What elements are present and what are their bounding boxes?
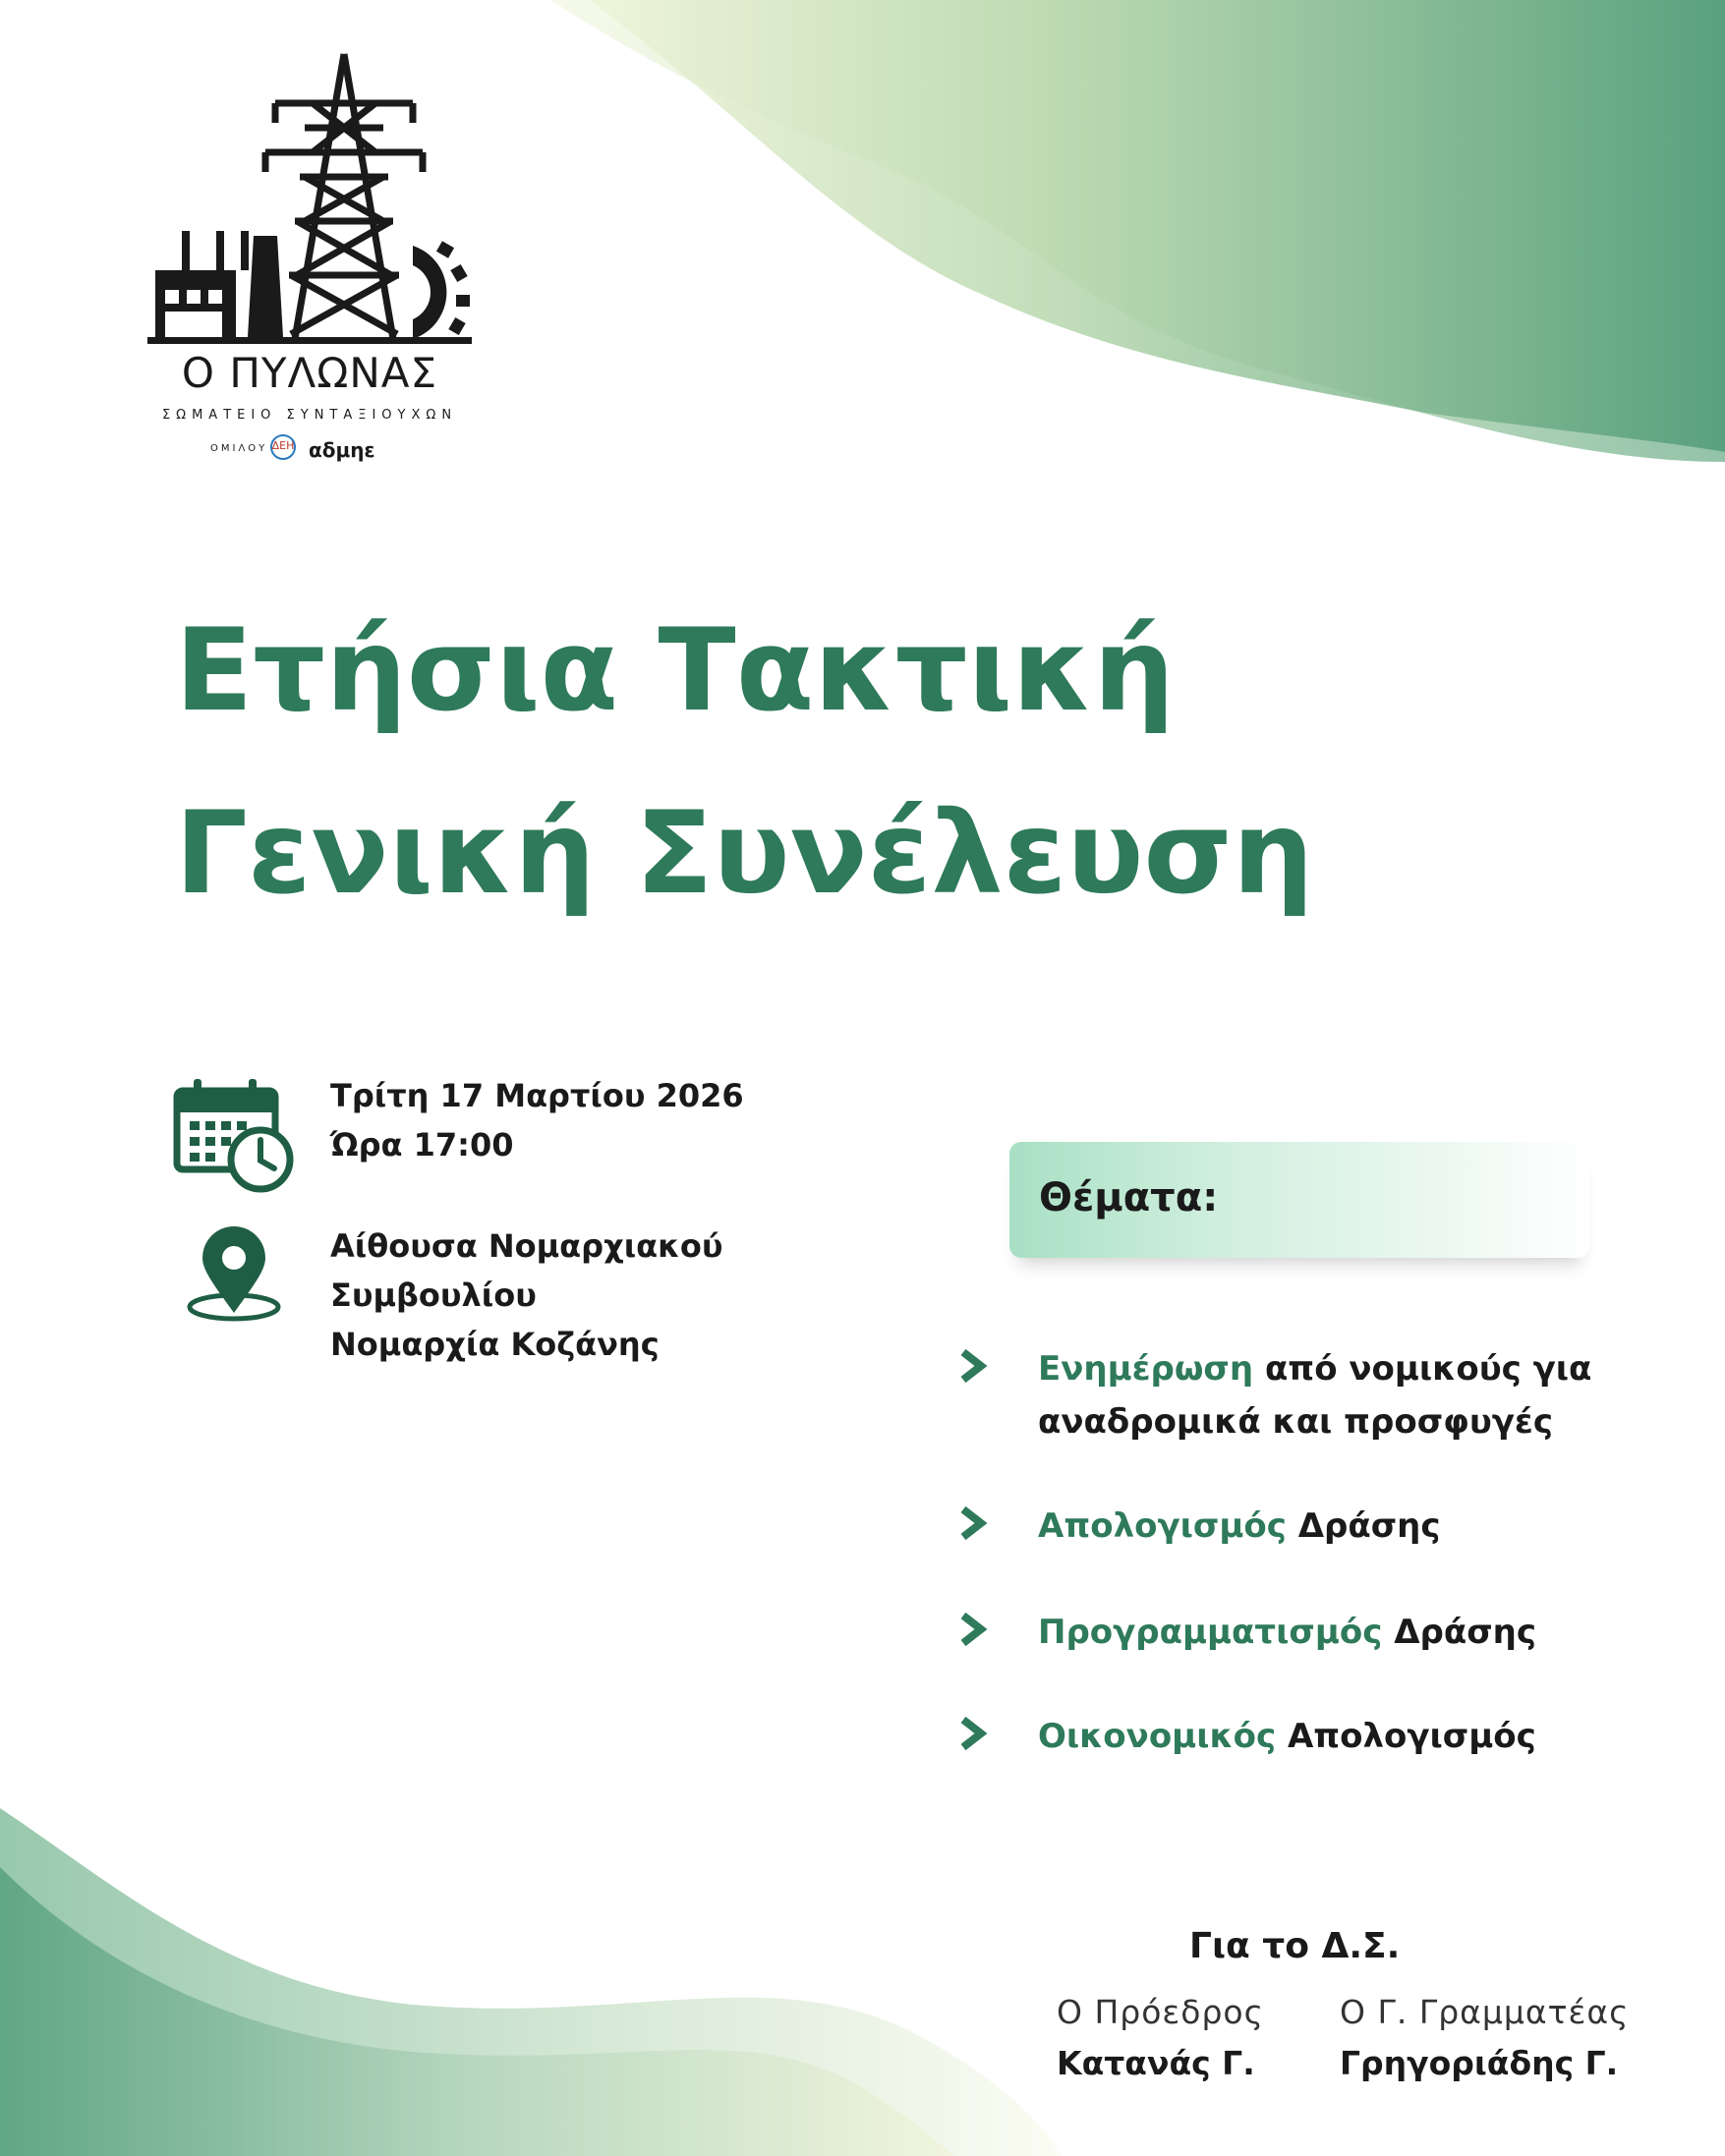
title-line-1: Ετήσια Τακτική [175,604,1175,737]
chevron-right-icon [953,1610,993,1649]
chevron-right-icon [953,1714,993,1753]
union-logo [147,49,472,472]
agenda-item-rest: Απολογισμός [1276,1717,1536,1756]
chevron-right-icon [953,1346,993,1386]
location-line: Αίθουσα Νομαρχιακού [330,1227,723,1265]
event-time: Ώρα 17:00 [330,1126,514,1163]
agenda-item-text [1038,1606,1536,1659]
themes-label: Θέματα: [1039,1175,1219,1220]
page-title [175,580,1313,945]
agenda-item-accent: Απολογισμός [1038,1506,1287,1546]
agenda-item-text [1038,1710,1536,1763]
event-location [330,1221,722,1369]
agenda-item-rest: Δράσης [1286,1506,1441,1546]
deh-logo-text: ΔΕΗ [271,439,295,452]
logo-title: Ο ΠΥΛΩΝΑΣ [181,349,438,397]
logo-subtitle: ΣΩΜΑΤΕΙΟ ΣΥΝΤΑΞΙΟΥΧΩΝ [161,408,458,423]
admie-logo-text: αδμηε [309,438,375,462]
agenda-item-accent: Οικονομικός [1038,1717,1277,1756]
event-datetime [330,1071,744,1169]
agenda-item-accent: Προγραμματισμός [1038,1613,1383,1652]
themes-header [1009,1142,1589,1258]
agenda-item-rest: Δράσης [1382,1613,1537,1652]
calendar-clock-icon [172,1076,296,1194]
title-line-2: Γενική Συνέλευση [175,787,1314,920]
logo-group-prefix: ΟΜΙΛΟΥ [210,443,268,454]
agenda-item-line2: αναδρομικά και προσφυγές [1038,1402,1554,1442]
location-line: Συμβουλίου [330,1277,537,1314]
agenda-item-text [1038,1500,1441,1553]
president-name: Κατανάς Γ. [1057,2044,1255,2082]
secretary-name: Γρηγοριάδης Γ. [1340,2044,1619,2082]
location-line: Νομαρχία Κοζάνης [330,1326,660,1363]
event-date: Τρίτη 17 Μαρτίου 2026 [330,1077,744,1114]
chevron-right-icon [953,1504,993,1543]
map-pin-icon [185,1226,283,1325]
agenda-item-text [1038,1342,1591,1448]
agenda-item-rest: από νομικούς για [1253,1349,1592,1389]
signatures-heading: Για το Δ.Σ. [1189,1926,1401,1966]
secretary-role: Ο Γ. Γραμματέας [1340,1993,1630,2031]
agenda-item-accent: Ενημέρωση [1038,1349,1254,1389]
deh-logo-icon [269,433,297,461]
president-role: Ο Πρόεδρος [1057,1993,1264,2031]
power-pylon-factory-logo-icon [147,49,472,344]
